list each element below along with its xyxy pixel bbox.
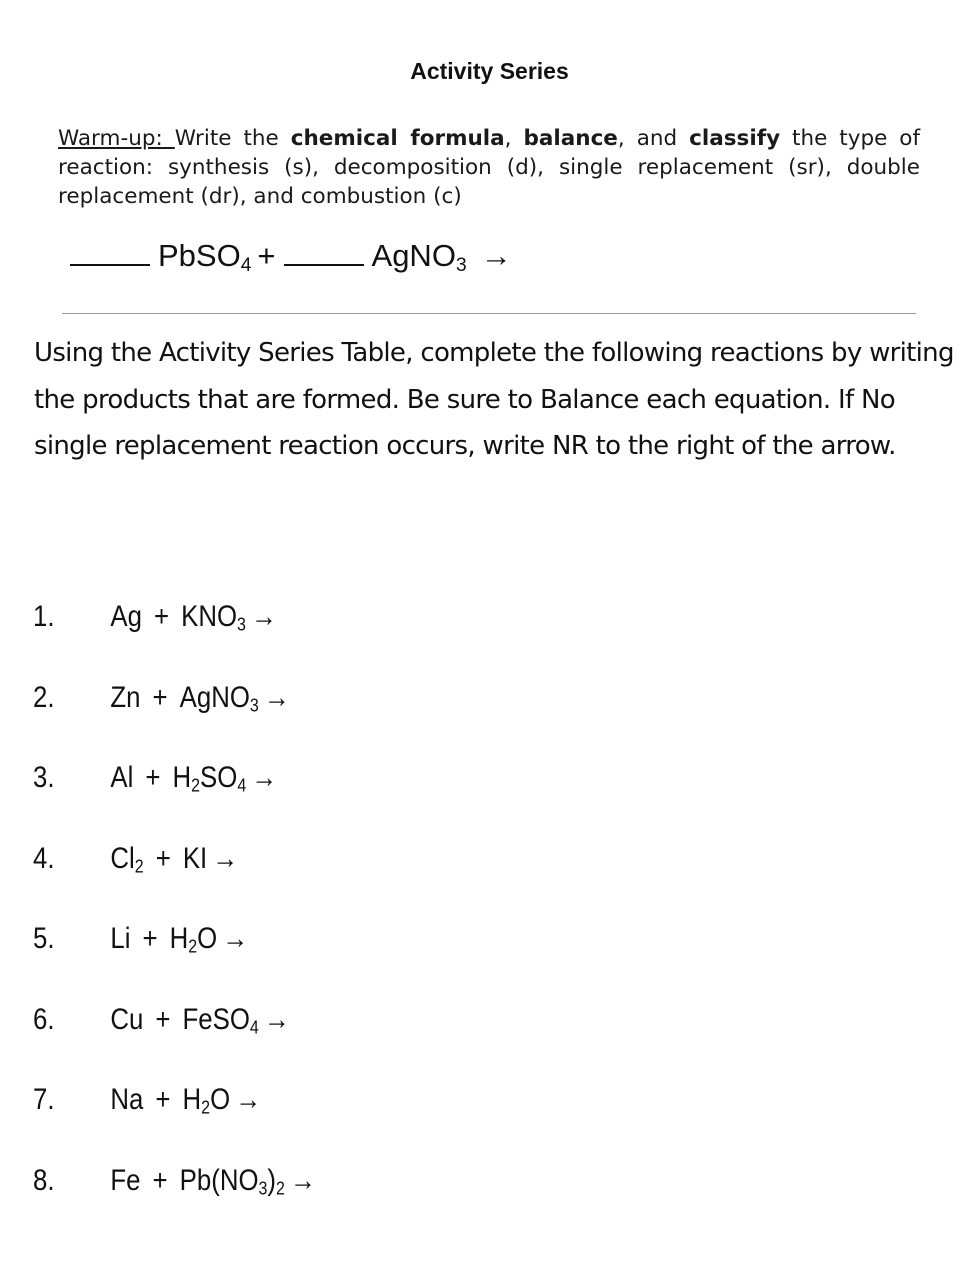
plus-sign: +	[155, 1083, 171, 1116]
reaction-arrow-icon: →	[263, 1002, 290, 1036]
reactant-1: Na	[110, 1083, 144, 1116]
term-balance: balance	[523, 126, 618, 151]
reactant-1: Zn	[110, 680, 141, 714]
page-title: Activity Series	[410, 58, 569, 84]
problem-number: 4.	[33, 841, 55, 875]
reaction-arrow-icon: →	[212, 841, 239, 875]
reactant-1: Ag	[110, 600, 142, 633]
problem-reaction	[110, 1083, 261, 1117]
plus-sign: +	[155, 841, 171, 875]
reactant-2: $H_2O$	[182, 1083, 231, 1118]
warmup-reactant-2: AgNO$_3$	[371, 238, 467, 276]
reaction-arrow-icon: →	[480, 238, 512, 273]
problem-number: 5.	[33, 922, 55, 955]
term-classify: classify	[689, 126, 781, 151]
reactant-2: AgNO$_3$	[179, 680, 259, 716]
reaction-arrow-icon: →	[251, 761, 278, 794]
reactant-2: KI	[182, 841, 208, 875]
plus-sign: +	[152, 680, 168, 714]
coefficient-blank-1[interactable]	[70, 263, 150, 266]
term-chemical-formula: chemical formula	[290, 126, 505, 151]
instructions-paragraph: Using the Activity Series Table, complete the following reactions by writing the products that are formed. Be sure to Balance each equation. If No single replacement reaction occurs, write NR to the right of the arrow.	[34, 338, 954, 461]
reactant-2: $H_2SO_4$	[172, 761, 247, 796]
reactant-1: Li	[110, 922, 131, 955]
problem-reaction	[110, 1003, 289, 1037]
reaction-arrow-icon: →	[222, 922, 249, 955]
plus-sign: +	[145, 761, 161, 794]
problem-number: 7.	[33, 1083, 55, 1116]
problem-number: 2.	[33, 680, 55, 714]
reactant-1: Cu	[110, 1002, 144, 1036]
problem-reaction	[110, 681, 289, 715]
reactant-2: $H_2O$	[169, 922, 218, 957]
reactant-2: $KNO_3$	[181, 600, 246, 635]
plus-sign: +	[142, 922, 158, 955]
plus-sign: +	[152, 1163, 168, 1197]
reactant-1: $Cl_2$	[110, 841, 144, 877]
reaction-arrow-icon: →	[251, 600, 277, 633]
reactant-1: Fe	[110, 1163, 141, 1197]
coefficient-blank-2[interactable]	[284, 263, 364, 266]
problem-reaction	[110, 842, 238, 876]
problem-number: 1.	[33, 600, 55, 633]
reactant-2: FeSO$_4$	[182, 1002, 259, 1038]
warmup-label: Warm-up:	[58, 126, 175, 151]
reactant-1: Al	[110, 761, 134, 794]
reactant-2: $Pb(NO_3)_2$	[179, 1163, 285, 1199]
problem-number: 3.	[33, 761, 55, 794]
problem-reaction	[110, 1164, 315, 1198]
plus-sign: +	[154, 600, 170, 633]
problem-reaction	[110, 922, 248, 956]
problem-number: 6.	[33, 1002, 55, 1036]
problem-reaction	[110, 600, 276, 634]
warmup-reactant-1: PbSO$_4$	[158, 238, 252, 276]
problem-number: 8.	[33, 1163, 55, 1197]
problem-reaction	[110, 761, 277, 795]
plus-sign: +	[257, 238, 276, 273]
section-divider	[62, 313, 916, 314]
plus-sign: +	[155, 1002, 171, 1036]
warmup-paragraph: Warm-up: Write the chemical formula, balance, and classify the type of reaction: synthesis (s), decomposition (d), single replacement (sr), double replacement (dr), and combustion (c)	[58, 126, 921, 209]
reaction-arrow-icon: →	[290, 1163, 316, 1197]
warmup-equation	[70, 238, 512, 274]
reaction-arrow-icon: →	[235, 1083, 262, 1116]
reaction-arrow-icon: →	[263, 680, 290, 714]
